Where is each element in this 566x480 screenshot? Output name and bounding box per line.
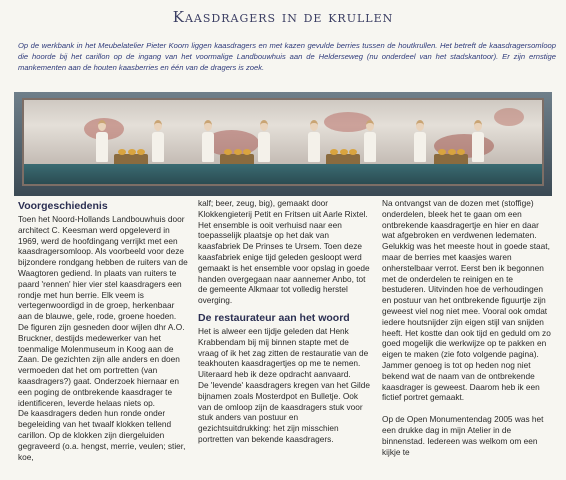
paragraph: De kaasdragers deden hun ronde onder begeleiding van het twaalf klokken tellend carillon. Op de klokken zijn diergeluiden gegraveerd (o.a. hengst, merrie, veulen; stier, koe, xyxy=(18,408,186,462)
cheese-carrier-figure xyxy=(258,120,270,164)
column-2 xyxy=(198,198,370,445)
column-1 xyxy=(18,198,188,462)
photo-backdrop xyxy=(22,98,544,186)
article-photo xyxy=(14,92,552,196)
section-heading-restaurateur: De restaurateur aan het woord xyxy=(198,311,350,324)
photo-floor xyxy=(24,164,542,184)
paragraph: kalf; beer, zeug, big), gemaakt door Klokkengieterij Petit en Fritsen uit Aarle Rixtel. Het ensemble is ooit verhuisd naar een toepasselijk plaatsje op het dak van kaasfabriek De Prinses te Ursem. Toen deze kaasfabriek enige tijd geleden gesloopt werd gemaakt is het ensemble voor opslag in goede handen overgegaan naar aannemer Anbo, tot de gemeente Alkmaar tot volledig herstel overging. xyxy=(198,198,370,306)
section-heading-voorgeschiedenis: Voorgeschiedenis xyxy=(18,200,108,212)
article-title: Kaasdragers in de krullen xyxy=(172,8,394,26)
cheese-carrier-figure xyxy=(96,120,108,164)
cheese-carrier-figure xyxy=(202,120,214,164)
cheese-carrier-figure xyxy=(472,120,484,164)
article-intro: Op de werkbank in het Meubelatelier Pieter Koorn liggen kaasdragers en met kazen gevulde berries tussen de houtkrullen. Het betreft de kaasdragersomloop die hoorde bij het carillon op de ingang van het voormalige Landbouwhuis aan de Helderseweg (nu onderdeel van het stadskantoor). Er zijn ernstige mankementen aan de houten kaasberries en één van de dragers is zoek. xyxy=(18,41,556,73)
cheese-carrier-figure xyxy=(414,120,426,164)
paragraph: Toen het Noord-Hollands Landbouwhuis door architect C. Keesman werd opgeleverd in 1969, werd de hoofdingang verrijkt met een kaasdragersomloop. Als voorbeeld voor deze bijzondere rondgang hebben de ruiters van de Waagtoren gediend. In plaats van ruiters te paard 'rennen' hier vier stel kaasdragers een rondje met hun berrie. Elk veem is vertegenwoordigd in de groep, herkenbaar aan de blauwe, gele, rode, groene hoeden. De figuren zijn gesneden door wijlen dhr A.O. Bruckner, destijds medewerker van het toenmalige Molenmuseum in Koog aan de Zaan. De gezichten zijn alle anders en doen vermoeden dat het om portretten (van kaasdragers?) gaat. Onderzoek hiernaar en een poging de ontbrekende kaasdrager te identificeren, leverde helaas niets op. xyxy=(18,214,188,408)
paragraph: Op de Open Monumentendag 2005 was het een drukke dag in mijn Atelier in de binnenstad. Iedereen was welkom om een kijkje te xyxy=(382,414,544,457)
cheese-carrier-figure xyxy=(152,120,164,164)
paragraph: Het is alweer een tijdje geleden dat Henk Krabbendam bij mij binnen stapte met de vraag of ik het zag zitten de restauratie van de teakhouten kaasdragertjes op me te nemen. Uiteraard heb ik deze opdracht aanvaard. xyxy=(198,325,369,380)
paragraph: Na ontvangst van de dozen met (stoffige) onderdelen, bleek het te gaan om een ontbrekende kaasdragertje en hier en daar wat afgebroken en verdwenen ledematen. Gelukkig was het meeste hout in goede staat, maar de berries met kaasjes waren onherstelbaar verrot. Eerst ben ik begonnen met de onderdelen te reinigen en te bestuderen. Uitvinden hoe de verhoudingen en postuur van het ontbrekende figuurtje zijn geweest viel nog niet mee. Vooral ook omdat iedere houtsnijder zijn eigen stijl van snijden heeft. Het kostte dan ook tijd en geduld om zo goed mogelijk die werkwijze op te pakken en eigen te maken (zie foto volgende pagina). Jammer genoeg is tot op heden nog niet bekend wat de naam van de ontbrekende kaasdrager is geweest. Daarom heb ik een fictief portret gemaakt. xyxy=(382,198,551,403)
column-3 xyxy=(382,198,552,457)
cheese-carrier-figure xyxy=(364,120,376,164)
cheese-carrier-figure xyxy=(308,120,320,164)
paragraph: De 'levende' kaasdragers kregen van het Gilde bijnamen zoals Mosterdpot en Bulletje. Ook van de omloop zijn de kaasdragers stuk voor stuk anders van postuur en gezichtsuitdrukking: het zijn misschien portretten van bekende kaasdragers. xyxy=(198,379,370,444)
